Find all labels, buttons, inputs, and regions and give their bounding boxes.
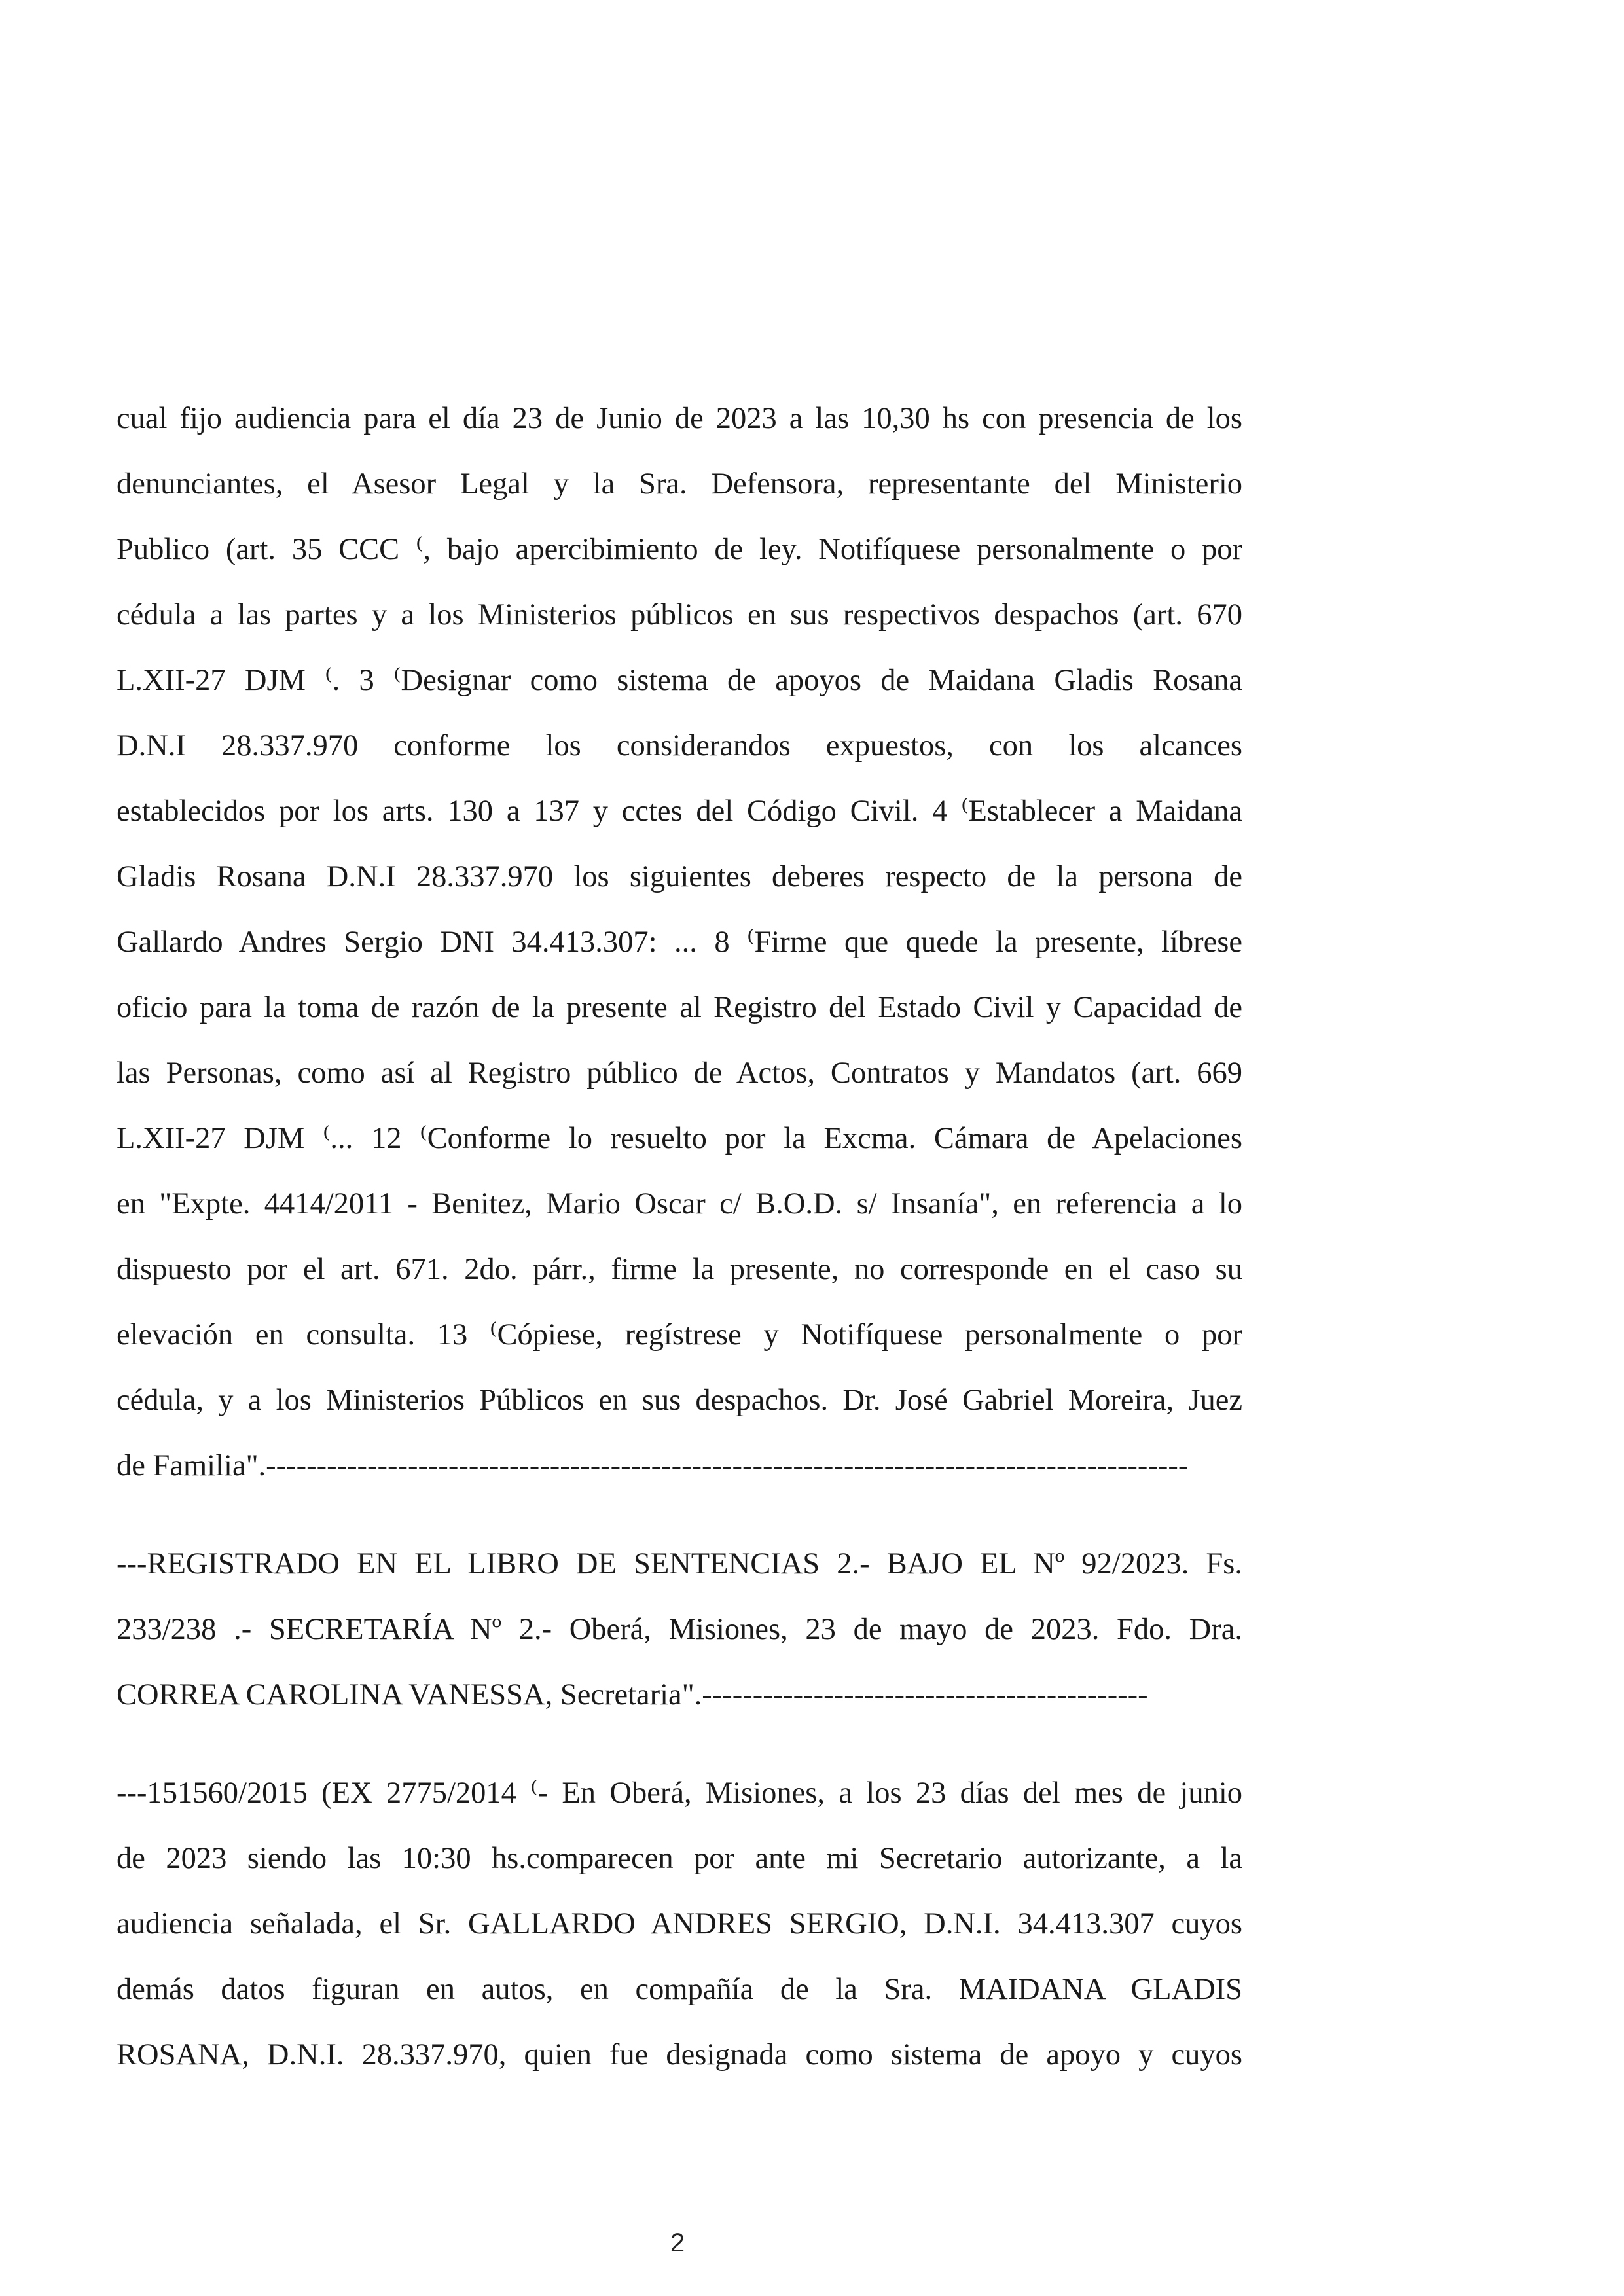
paragraph-line: dispuesto por el art. 671. 2do. párr., firme la presente, no corresponde en el caso su: [117, 1253, 1242, 1286]
paragraph-line: de Familia".-------------------------------------------------------------------------------------------: [117, 1449, 1189, 1482]
paragraph-line: denunciantes, el Asesor Legal y la Sra. Defensora, representante del Ministerio: [117, 467, 1242, 501]
paragraph-line: ROSANA, D.N.I. 28.337.970, quien fue designada como sistema de apoyo y cuyos: [117, 2038, 1242, 2072]
paragraph-line: L.XII-27 DJM ⁽. 3 ⁽Designar como sistema de apoyos de Maidana Gladis Rosana: [117, 664, 1242, 697]
paragraph-line: 233/238 .- SECRETARÍA Nº 2.- Oberá, Misiones, 23 de mayo de 2023. Fdo. Dra.: [117, 1613, 1242, 1646]
paragraph-line: en "Expte. 4414/2011 - Benitez, Mario Oscar c/ B.O.D. s/ Insanía", en referencia a lo: [117, 1187, 1242, 1221]
paragraph-line: audiencia señalada, el Sr. GALLARDO ANDRES SERGIO, D.N.I. 34.413.307 cuyos: [117, 1907, 1242, 1941]
paragraph-line: elevación en consulta. 13 ⁽Cópiese, regístrese y Notifíquese personalmente o por: [117, 1318, 1242, 1352]
paragraph-line: establecidos por los arts. 130 a 137 y cctes del Código Civil. 4 ⁽Establecer a Maidana: [117, 795, 1242, 828]
registration-paragraph: [117, 1532, 1242, 1728]
paragraph-line: ---REGISTRADO EN EL LIBRO DE SENTENCIAS 2.- BAJO EL Nº 92/2023. Fs.: [117, 1547, 1242, 1581]
paragraph-line: oficio para la toma de razón de la presente al Registro del Estado Civil y Capacidad de: [117, 991, 1242, 1024]
paragraph-line: demás datos figuran en autos, en compañía de la Sra. MAIDANA GLADIS: [117, 1973, 1242, 2006]
paragraph-line: las Personas, como así al Registro público de Actos, Contratos y Mandatos (art. 669: [117, 1056, 1242, 1090]
paragraph-line: de 2023 siendo las 10:30 hs.comparecen por ante mi Secretario autorizante, a la: [117, 1842, 1242, 1875]
paragraph-line: D.N.I 28.337.970 conforme los considerandos expuestos, con los alcances: [117, 729, 1242, 762]
resolution-paragraph: [117, 386, 1242, 1499]
paragraph-line: Publico (art. 35 CCC ⁽, bajo apercibimiento de ley. Notifíquese personalmente o por: [117, 533, 1242, 566]
paragraph-line: CORREA CAROLINA VANESSA, Secretaria".--------------------------------------------: [117, 1678, 1148, 1712]
paragraph-line: Gladis Rosana D.N.I 28.337.970 los siguientes deberes respecto de la persona de: [117, 860, 1242, 893]
paragraph-line: cédula, y a los Ministerios Públicos en sus despachos. Dr. José Gabriel Moreira, Juez: [117, 1384, 1242, 1417]
page-number: 2: [670, 2229, 685, 2257]
hearing-paragraph: [117, 1761, 1242, 2088]
paragraph-line: L.XII-27 DJM ⁽... 12 ⁽Conforme lo resuelto por la Excma. Cámara de Apelaciones: [117, 1122, 1242, 1155]
paragraph-line: cédula a las partes y a los Ministerios públicos en sus respectivos despachos (art. 670: [117, 598, 1242, 632]
paragraph-line: ---151560/2015 (EX 2775/2014 ⁽- En Oberá, Misiones, a los 23 días del mes de junio: [117, 1776, 1242, 1810]
paragraph-line: cual fijo audiencia para el día 23 de Junio de 2023 a las 10,30 hs con presencia de los: [117, 402, 1242, 435]
paragraph-line: Gallardo Andres Sergio DNI 34.413.307: ... 8 ⁽Firme que quede la presente, líbrese: [117, 925, 1242, 959]
